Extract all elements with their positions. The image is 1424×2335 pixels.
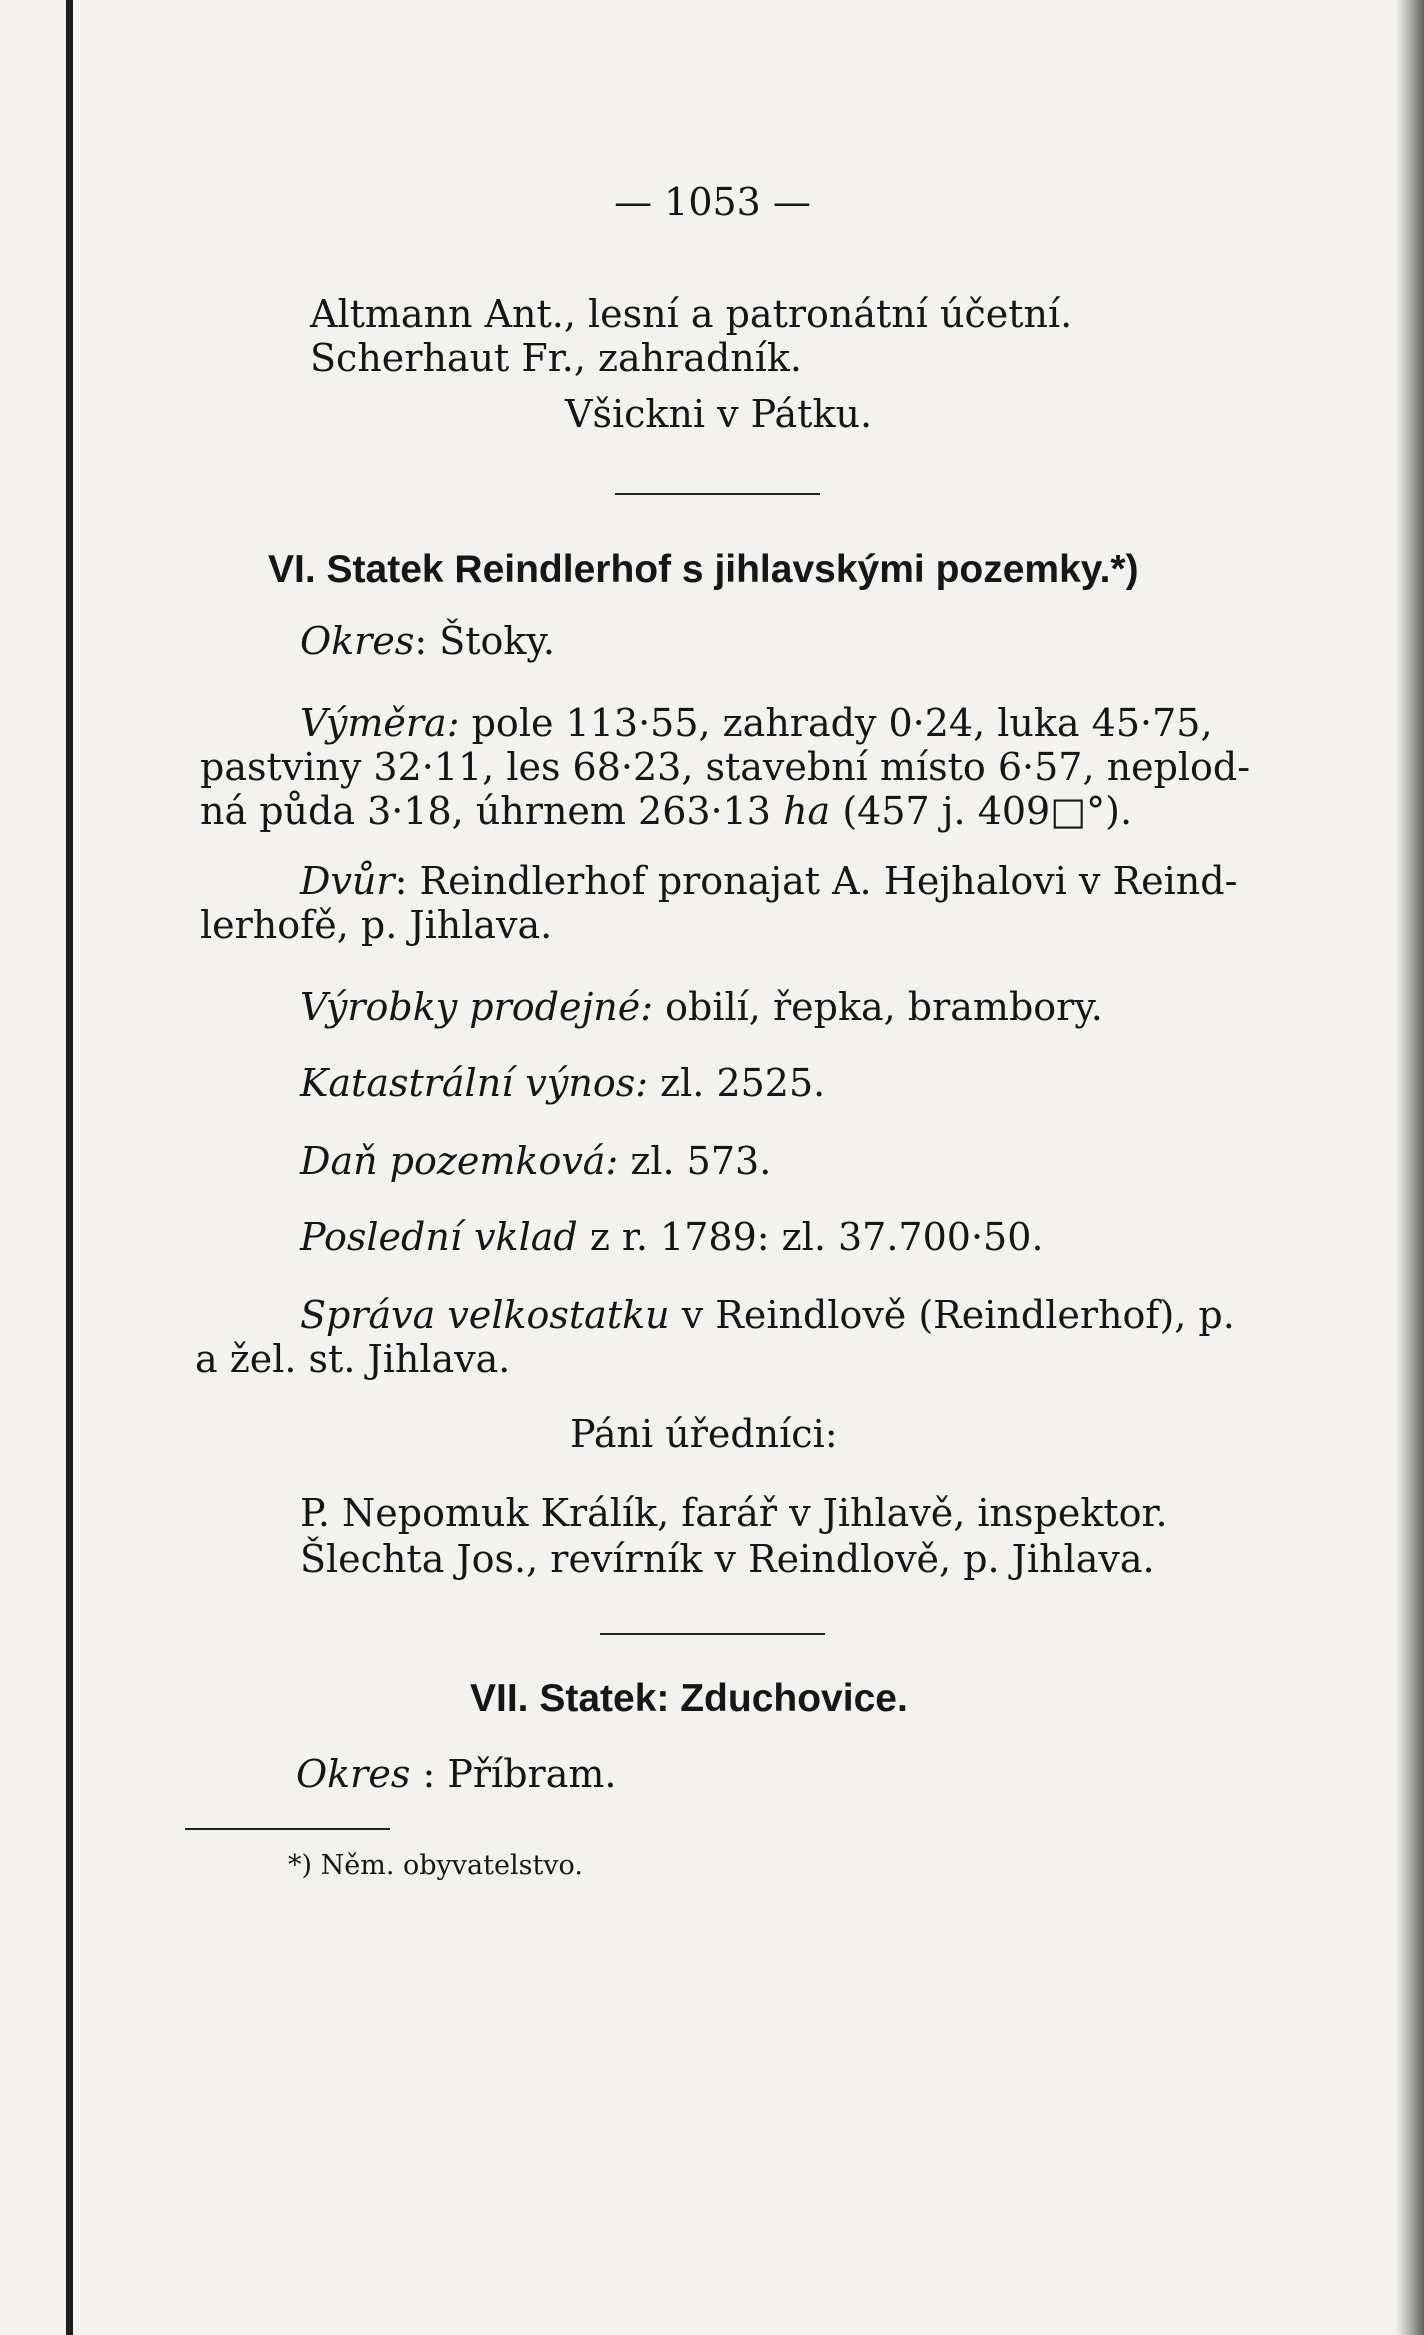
dvur-label: Dvůr (300, 859, 395, 903)
vymera-line-2: pastviny 32·11, les 68·23, stavební místo 6·57, neplod- (200, 745, 1251, 789)
footnote: *) Něm. obyvatelstvo. (288, 1850, 583, 1881)
right-page-shadow (1396, 0, 1424, 2335)
okres-value: : Štoky. (414, 619, 555, 663)
vymera-text-1: pole 113·55, zahrady 0·24, luka 45·75, (471, 701, 1213, 745)
vymera-line-3 (200, 789, 1133, 833)
katastr-value: zl. 2525. (660, 1061, 826, 1105)
vyrobky-line (300, 985, 1103, 1029)
vymera-tail: (457 j. 409□°). (842, 789, 1133, 833)
dan-label: Daň pozemková: (300, 1139, 619, 1183)
section-divider-2 (600, 1633, 825, 1635)
staff-line-3: Všickni v Pátku. (565, 392, 873, 436)
dvur-line-2: lerhofě, p. Jihlava. (200, 903, 553, 947)
section7-heading: VII. Statek: Zduchovice. (470, 1677, 908, 1720)
left-page-margin (0, 0, 66, 2335)
sprava-line-2: a žel. st. Jihlava. (195, 1337, 511, 1381)
okres-line (300, 619, 555, 663)
section7-okres-value: : Příbram. (422, 1752, 617, 1796)
section6-heading: VI. Statek Reindlerhof s jihlavskými pozemky.*) (268, 548, 1139, 591)
urednici-heading: Páni úředníci: (570, 1412, 838, 1456)
vymera-label: Výměra: (300, 701, 460, 745)
vklad-value: z r. 1789: zl. 37.700·50. (589, 1215, 1044, 1259)
sprava-line-1 (300, 1293, 1235, 1337)
dan-value: zl. 573. (630, 1139, 772, 1183)
dan-line (300, 1139, 772, 1183)
dvur-text-1: : Reindlerhof pronajat A. Hejhalovi v Reind- (394, 859, 1238, 903)
page-number: — 1053 — (614, 180, 811, 224)
katastr-line (300, 1061, 826, 1105)
section7-okres-line (296, 1752, 617, 1796)
vklad-label: Poslední vklad (300, 1215, 578, 1259)
vklad-line (300, 1215, 1044, 1259)
vyrobky-label: Výrobky prodejné: (300, 985, 654, 1029)
official-line-1: P. Nepomuk Králík, farář v Jihlavě, inspektor. (300, 1491, 1168, 1535)
staff-line-1: Altmann Ant., lesní a patronátní účetní. (310, 292, 1073, 336)
okres-label: Okres (300, 619, 415, 663)
katastr-label: Katastrální výnos: (300, 1061, 649, 1105)
vymera-unit: ha (783, 789, 831, 833)
vymera-line-1 (300, 701, 1213, 745)
official-line-2: Šlechta Jos., revírník v Reindlově, p. Jihlava. (300, 1537, 1155, 1581)
sprava-label: Správa velkostatku (300, 1293, 670, 1337)
sprava-text-1: v Reindlově (Reindlerhof), p. (681, 1293, 1235, 1337)
footnote-rule (185, 1828, 390, 1830)
section-divider-1 (615, 493, 820, 495)
dvur-line-1 (300, 859, 1238, 903)
staff-line-2: Scherhaut Fr., zahradník. (310, 336, 803, 380)
binding-gutter (66, 0, 73, 2335)
section7-okres-label: Okres (296, 1752, 411, 1796)
vyrobky-value: obilí, řepka, brambory. (665, 985, 1103, 1029)
vymera-text-3: ná půda 3·18, úhrnem 263·13 (200, 789, 771, 833)
